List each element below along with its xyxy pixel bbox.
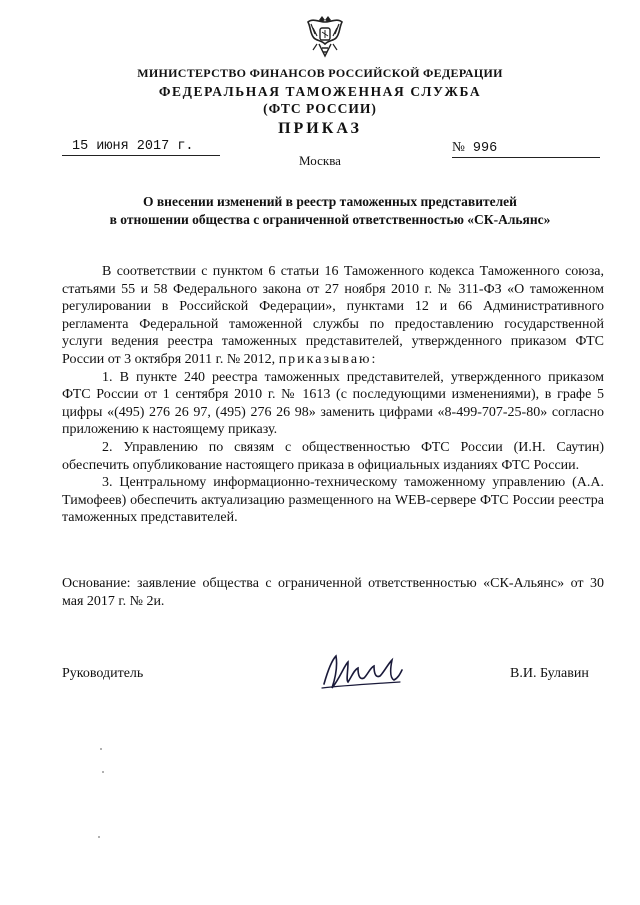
intro-text: В соответствии с пунктом 6 статьи 16 Таможенного кодекса Таможенного союза, статьями 55 и 58 Федерального закона от 27 ноября 2010 г. № 311-ФЗ «О таможенном регулировании в Российской Федерации», пунктами 12 и 66 Административного регламента Федеральной таможенной службы по предоставлению государственной услуги ведения реестра таможенных представителей, утвержденного приказом ФТС России от 3 октября 2011 г. № 2012,: [62, 264, 604, 367]
title-line-2: в отношении общества с ограниченной ответственностью «СК-Альянс»: [109, 212, 551, 227]
signer-name: В.И. Булавин: [510, 666, 589, 681]
basis-section: [62, 575, 604, 610]
order-item-2: 2. Управлению по связям с общественностью ФТС России (И.Н. Саутин) обеспечить опубликование настоящего приказа в официальных изданиях ФТС России.: [62, 439, 604, 473]
handwritten-signature: [318, 648, 408, 694]
city: Москва: [299, 153, 341, 168]
scan-speck: [102, 771, 104, 773]
basis-text: Основание: заявление общества с ограниченной ответственностью «СК-Альянс» от 30 мая 2017 г. № 2и.: [62, 576, 604, 609]
document-type: ПРИКАЗ: [278, 120, 362, 137]
scan-speck: [100, 748, 102, 750]
order-date: 15 июня 2017 г.: [62, 138, 220, 156]
order-title: [60, 193, 600, 229]
order-command: приказываю:: [278, 351, 378, 367]
intro-paragraph: [62, 263, 604, 369]
signer-position: Руководитель: [62, 666, 144, 681]
ministry-heading: МИНИСТЕРСТВО ФИНАНСОВ РОССИЙСКОЙ ФЕДЕРАЦИИ: [137, 66, 503, 80]
scan-speck: [98, 836, 100, 838]
order-item-3: 3. Центральному информационно-техническому таможенному управлению (А.А. Тимофеев) обеспечить актуализацию размещенного на WEB-сервере ФТС России реестра таможенных представителей.: [62, 475, 604, 526]
order-number: 996: [472, 141, 498, 156]
coat-of-arms-icon: [305, 14, 345, 60]
number-label: №: [452, 139, 465, 154]
service-heading: ФЕДЕРАЛЬНАЯ ТАМОЖЕННАЯ СЛУЖБА: [158, 84, 482, 99]
order-item-1: 1. В пункте 240 реестра таможенных представителей, утвержденного приказом ФТС России от 1 сентября 2010 г. № 1613 (с последующими изменениями), в графе 5 цифры «(495) 276 26 97, (495) 276 26 98» заменить цифрами «8-499-707-25-80» согласно приложению к настоящему приказу.: [62, 369, 604, 438]
title-line-1: О внесении изменений в реестр таможенных представителей: [143, 194, 517, 209]
service-abbreviation: (ФТС РОССИИ): [263, 101, 377, 116]
order-body: [62, 263, 604, 527]
